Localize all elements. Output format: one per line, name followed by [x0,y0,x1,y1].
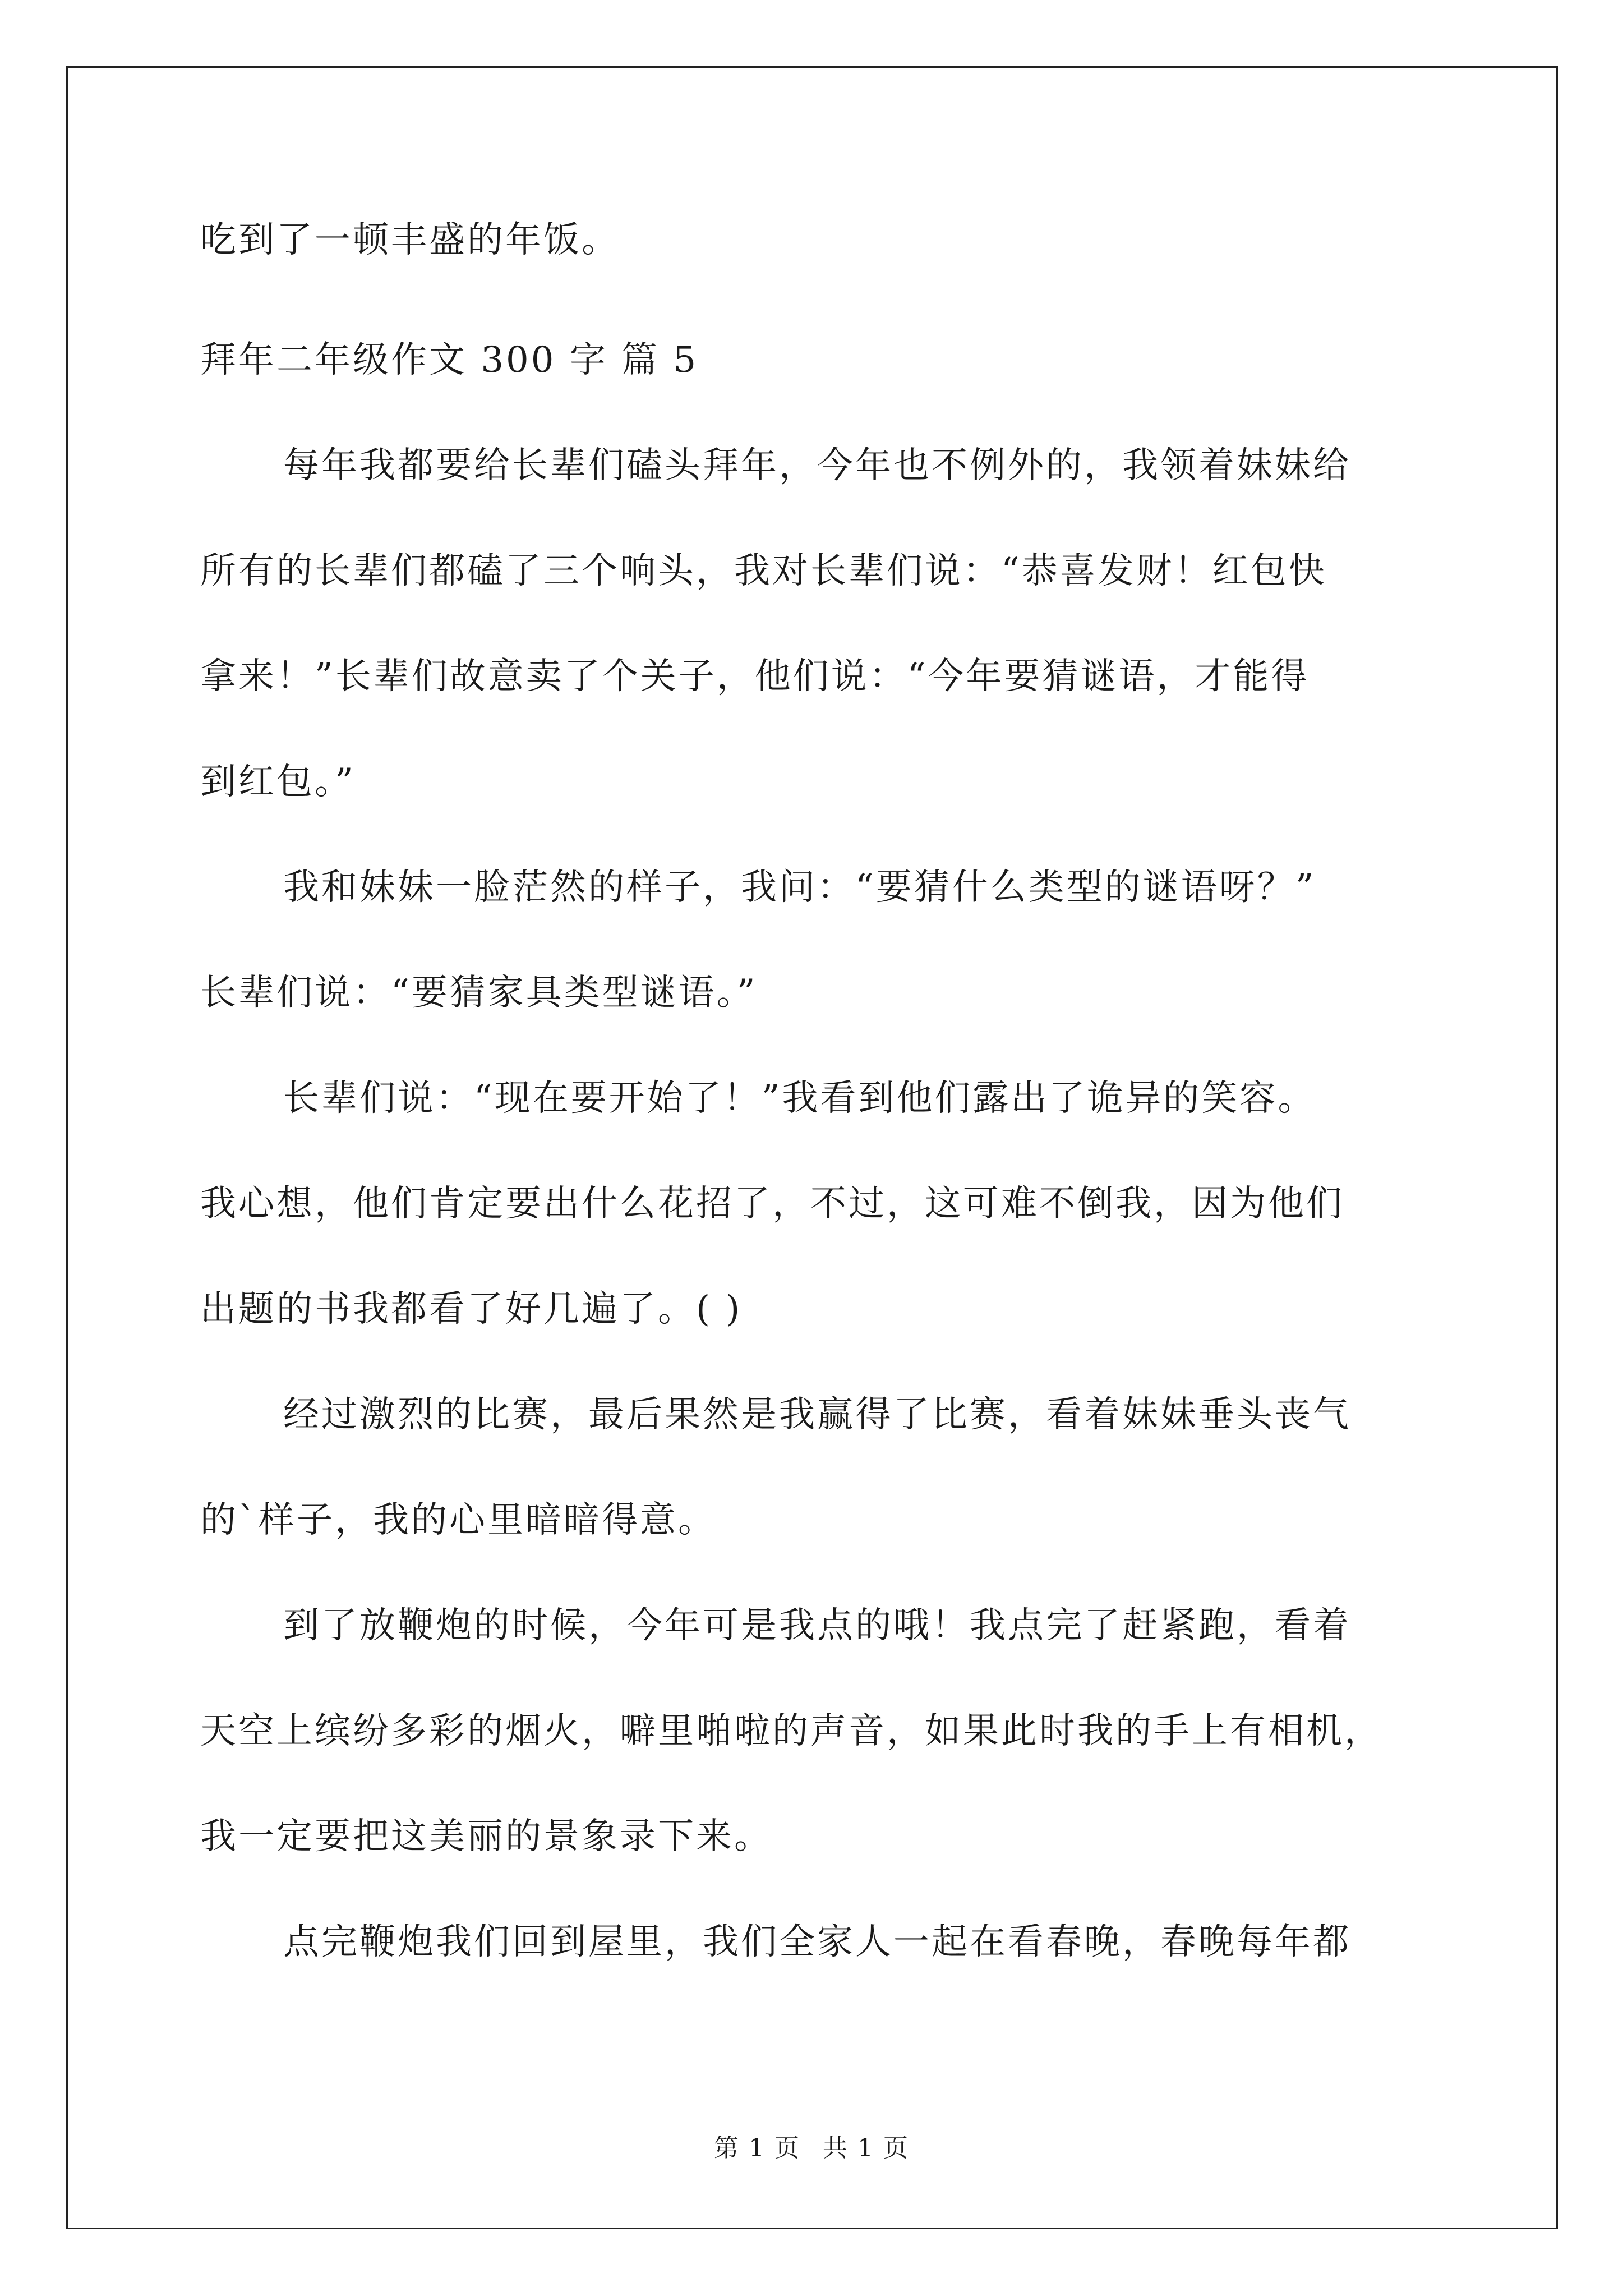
text-line: 天空上缤纷多彩的烟火，噼里啪啦的声音，如果此时我的手上有相机， [200,1710,1382,1752]
page-border [66,66,1558,2229]
text-line: 到红包。” [200,761,356,803]
page-total: 共 1 页 [823,2134,909,2162]
paragraph-first-line: 点完鞭炮我们回到屋里，我们全家人一起在看春晚，春晚每年都 [283,1921,1351,1963]
text-line: 长辈们说：“要猜家具类型谜语。” [200,972,758,1014]
paragraph-first-line: 长辈们说：“现在要开始了！”我看到他们露出了诡异的笑容。 [283,1078,1316,1119]
paragraph-first-line: 每年我都要给长辈们磕头拜年，今年也不例外的，我领着妹妹给 [283,445,1351,486]
text-line: 的`样子，我的心里暗暗得意。 [200,1499,716,1541]
paragraph-first-line: 到了放鞭炮的时候，今年可是我点的哦！我点完了赶紧跑，看着 [283,1605,1351,1646]
text-line: 出题的书我都看了好几遍了。( ) [200,1289,743,1330]
text-line: 我一定要把这美丽的景象录下来。 [200,1816,772,1857]
paragraph-first-line: 经过激烈的比赛，最后果然是我赢得了比赛，看着妹妹垂头丧气 [283,1394,1351,1435]
text-line: 所有的长辈们都磕了三个响头，我对长辈们说：“恭喜发财！红包快 [200,550,1327,592]
text-line: 吃到了一顿丰盛的年饭。 [200,219,620,261]
text-line: 我心想，他们肯定要出什么花招了，不过，这可难不倒我，因为他们 [200,1183,1344,1225]
page-footer [0,2133,1623,2164]
paragraph-first-line: 我和妹妹一脸茫然的样子，我问：“要猜什么类型的谜语呀？” [283,867,1316,908]
section-heading: 拜年二年级作文 300 字 篇 5 [200,339,699,381]
text-line: 拿来！”长辈们故意卖了个关子，他们说：“今年要猜谜语，才能得 [200,656,1310,697]
page-number: 第 1 页 [714,2134,800,2162]
